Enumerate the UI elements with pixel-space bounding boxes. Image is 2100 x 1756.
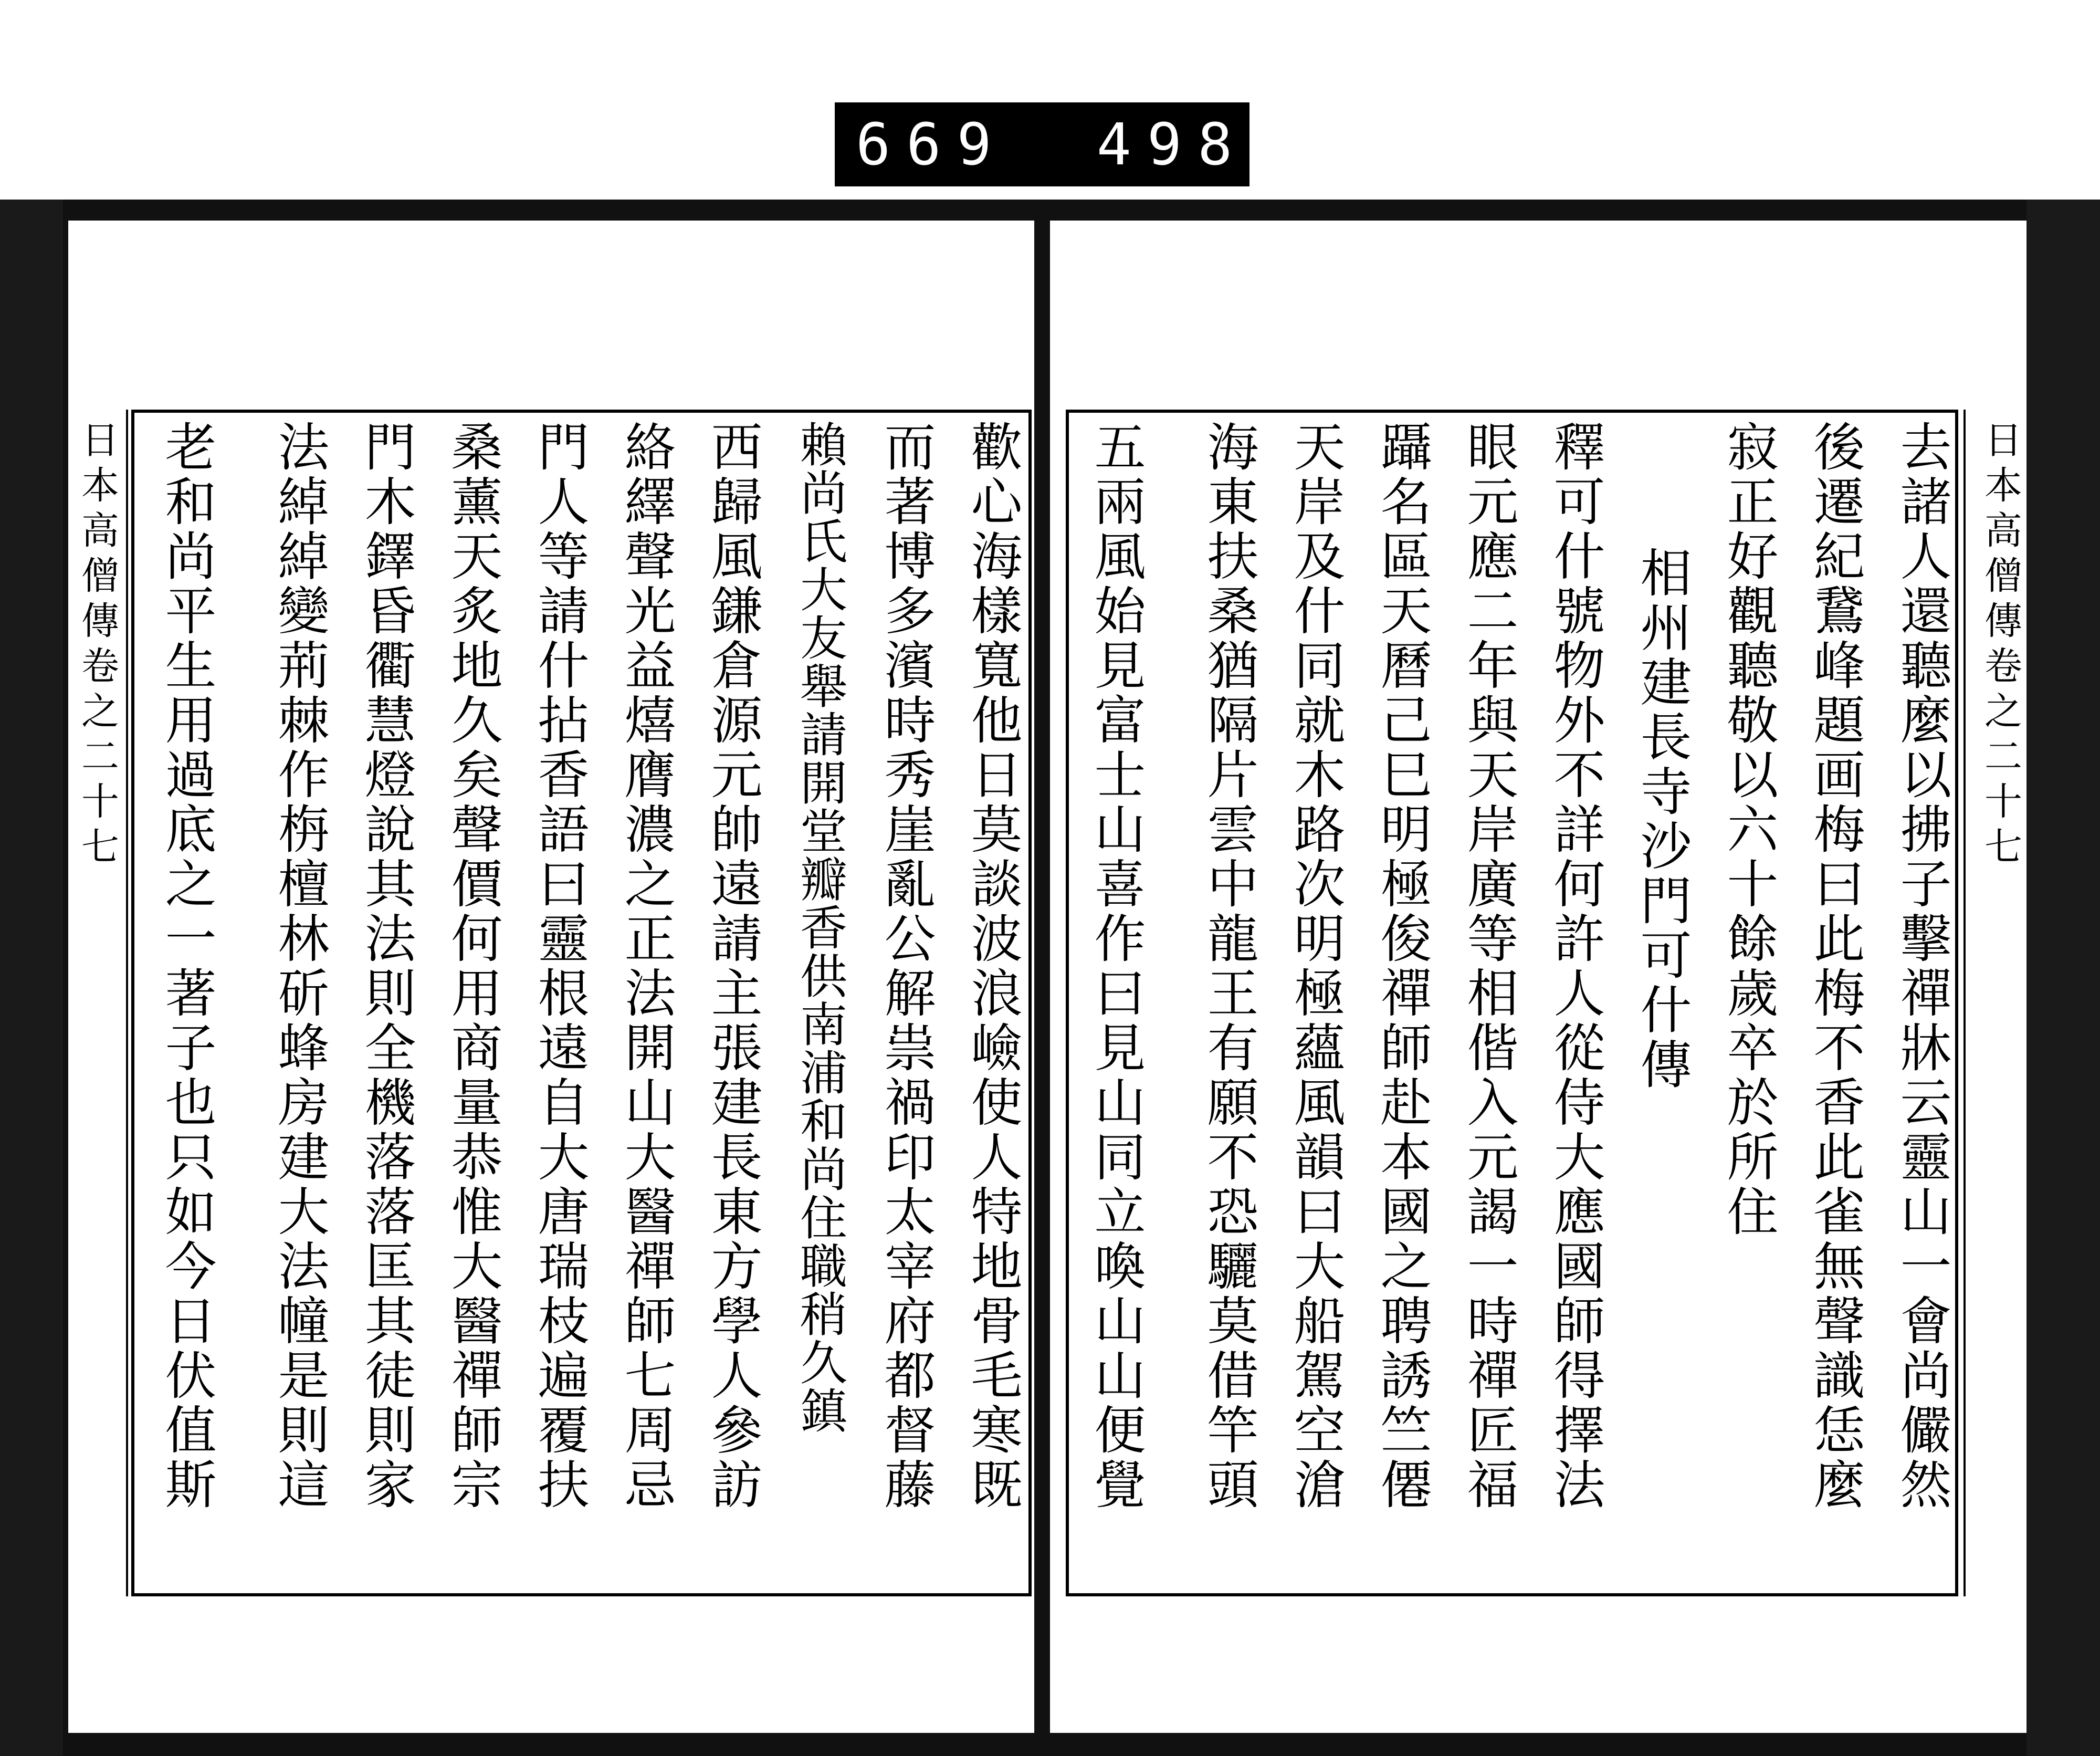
left-margin-rule	[126, 410, 128, 1596]
right-margin-rule	[1964, 410, 1966, 1596]
left-page-margin-title: 日本高僧傳卷之二十七	[75, 420, 119, 872]
right-binding-edge	[2026, 200, 2100, 1756]
left-column-4: 西歸風鎌倉源元帥遠請主張建長東方學人參訪	[702, 420, 762, 1512]
film-frame-label	[835, 102, 1299, 186]
right-column-4-heading: 相州建長寺沙門可什傳	[1632, 546, 1692, 1092]
left-binding-edge	[0, 200, 63, 1756]
right-column-9: 海東扶桑猶隔片雲中龍王有願不恐驪莫借竿頭	[1199, 420, 1258, 1512]
left-column-6: 門人等請什拈香語曰靈根遠自大唐瑞枝遍覆扶	[529, 420, 589, 1512]
left-column-1: 歡心海樣寬他日莫談波浪嶮使人特地骨毛寒既	[962, 420, 1022, 1512]
left-column-2: 而著博多濱時秀崖亂公解祟禍印太宰府都督藤	[876, 420, 936, 1512]
right-page-margin-title: 日本高僧傳卷之二十七	[1978, 420, 2022, 872]
right-column-3: 寂正好觀聽敬以六十餘歲卒於所住	[1718, 420, 1778, 1239]
left-column-7: 桑薰天炙地久矣聲價何用商量恭惟大醫禪師宗	[443, 420, 502, 1512]
right-column-5: 釋可什號物外不詳何許人從侍大應國師得擇法	[1545, 420, 1605, 1512]
left-column-9: 法綽綽變荊棘作栴檀林斫蜂房建大法幢是則這	[269, 420, 329, 1512]
right-column-7: 躡名區天曆己巳明極俊禪師赴本國之聘誘竺僊	[1372, 420, 1432, 1512]
frame-number-right: 498.	[1096, 111, 1299, 178]
left-column-8: 門木鐸昏衢慧燈說其法則全機落落匡其徒則家	[356, 420, 416, 1512]
right-column-8: 天岸及什同就木路次明極蘊風韻曰大船駕空滄	[1285, 420, 1345, 1512]
frame-number-left: 669	[856, 111, 1007, 178]
left-column-5: 絡繹聲光益熺膺濃之正法開山大醫禪師七周忌	[616, 420, 676, 1512]
right-column-1: 去諸人還聽麼以拂子擊禪牀云靈山一會尚儼然	[1892, 420, 1951, 1512]
right-column-2: 後遷紀鵞峰題画梅曰此梅不香此雀無聲識恁麼	[1805, 420, 1865, 1512]
left-column-10: 老和尚平生用過底之一著子也只如今日伏值斯	[156, 420, 216, 1512]
left-column-3: 賴尚氏大友舉請開堂瓣香供南浦和尚住職稍久鎮	[792, 420, 847, 1435]
right-column-10: 五兩風始見富士山喜作曰見山同立喚山山便覺	[1086, 420, 1146, 1512]
right-column-6: 眼元應二年與天岸廣等相偕入元謁一時禪匠福	[1458, 420, 1518, 1512]
